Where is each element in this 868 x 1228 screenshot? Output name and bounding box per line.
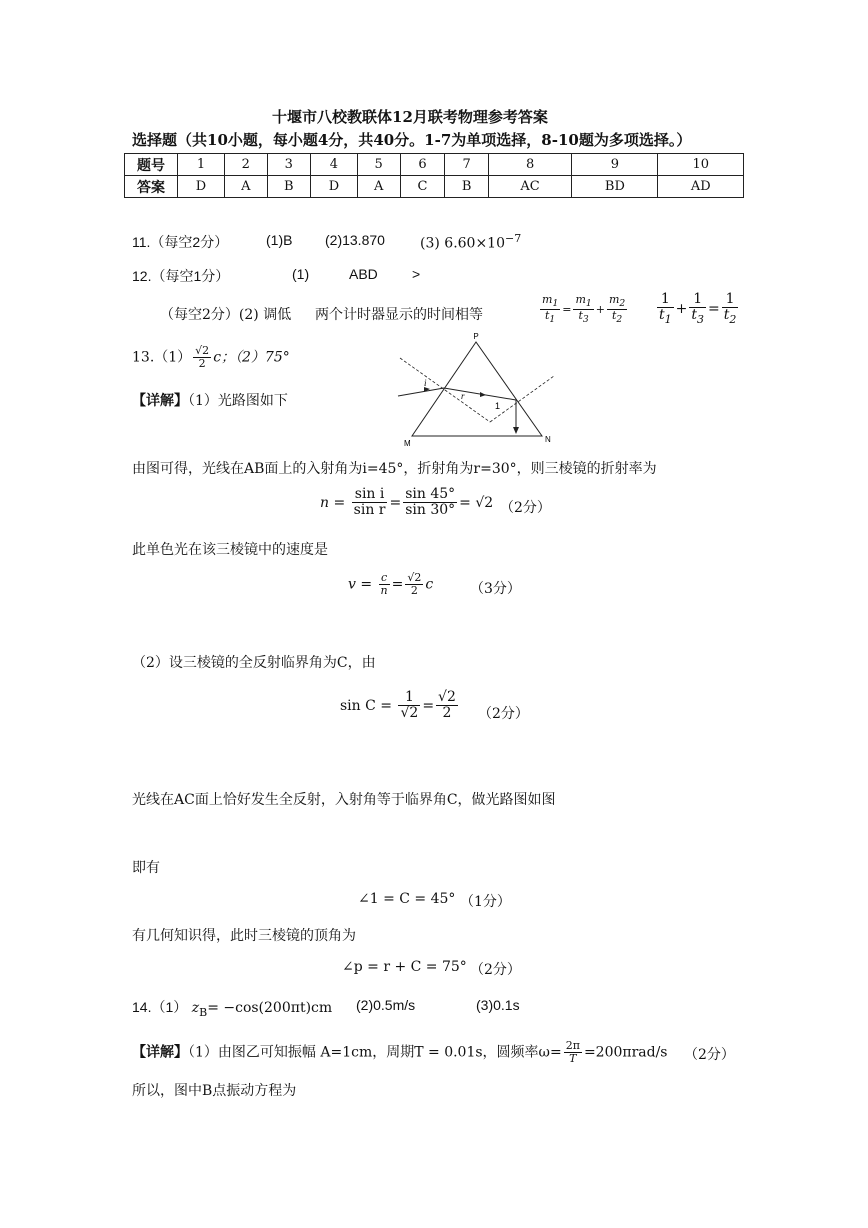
q14-detail (132, 1040, 668, 1065)
q13-score-3: （3分） (470, 581, 521, 597)
q13-score-2b: （2分） (470, 962, 521, 978)
q13-line-f: 有几何知识得，此时三棱镜的顶角为 (132, 928, 356, 944)
table-cell: B (267, 176, 310, 198)
c: c (379, 572, 390, 585)
sqrt2: √2 (195, 344, 210, 357)
q13-eq-n: n = $\frac{\text{sin i}}{\text{sin r}}$ = $\frac{\sin 45^\circ}{\sin 30^\circ}$ = √2 (320, 486, 494, 519)
table-cell: 6 (400, 154, 445, 176)
table-cell: 10 (658, 154, 744, 176)
table-cell: 1 (178, 154, 225, 176)
detail-tail: =200πrad/s (583, 1044, 668, 1061)
detail-text: （1）由图乙可知振幅 A=1cm，周期T = 0.01s，圆频率ω= (188, 1044, 562, 1061)
label-i: i (424, 378, 427, 388)
q13-line-d: 光线在AC面上恰好发生全反射，入射角等于临界角C，做光路图如图 (132, 792, 556, 808)
sqrt2: √2 (400, 705, 419, 722)
q11-answer-3-base: (3) 6.60×10 (420, 235, 505, 252)
section-heading: 选择题（共10小题，每小题4分，共40分。1-7为单项选择，8-10题为多项选择。） (132, 131, 692, 149)
q13-line-e: 即有 (132, 860, 160, 876)
q12-answer-2: > (412, 266, 421, 282)
table-cell: 5 (357, 154, 400, 176)
table-cell: C (400, 176, 445, 198)
table-cell: 9 (572, 154, 658, 176)
q11-answer-3 (420, 232, 521, 252)
two-pi: 2π (565, 1039, 580, 1052)
sub: 1 (664, 313, 672, 327)
sin-r: sin r (353, 502, 386, 519)
sin45: sin 45° (405, 486, 456, 502)
one: 1 (657, 292, 674, 308)
eq-v: v = (348, 576, 373, 593)
m: m (608, 293, 620, 306)
q14-answer-3: (3)0.1s (476, 997, 520, 1013)
q14-answer-2: (2)0.5m/s (356, 997, 416, 1013)
q12-label: 12.（每空1分） (132, 268, 230, 284)
normal-line (490, 376, 554, 422)
table-cell: AD (658, 176, 744, 198)
q13-eq-p: ∠p = r + C = 75° (342, 959, 467, 975)
row-header-answer: 答案 (125, 176, 178, 198)
q14-label: 14.（1） (132, 999, 188, 1015)
table-cell: D (178, 176, 225, 198)
n: n (380, 584, 388, 598)
sin30: sin 30° (405, 502, 456, 519)
q12-line2-text: 两个计时器显示的时间相等 (315, 307, 483, 323)
sin-i: sin i (352, 487, 388, 503)
t: t (723, 307, 730, 324)
incident-ray (398, 388, 444, 396)
sub: 1 (585, 298, 592, 310)
q14-score: （2分） (684, 1047, 735, 1063)
q11-answer-1: (1)B (266, 232, 293, 248)
prism-diagram (394, 330, 564, 448)
q13-answer-tail: c；（2）75° (213, 349, 290, 366)
q13-line-a: 由图可得，光线在AB面上的入射角为i=45°，折射角为r=30°，则三棱镜的折射率为 (132, 461, 657, 477)
table-cell: A (224, 176, 267, 198)
sub: 3 (582, 314, 589, 326)
q12-formula-momentum: $\frac{m_1}{t_1}$ = $\frac{m_1}{t_3}$ + $\frac{m_2}{t_2}$ (542, 293, 626, 326)
q14-line (132, 997, 332, 1019)
q13-score-1: （1分） (460, 894, 511, 910)
q13-eq-angle1: ∠1 = C = 45° (358, 891, 456, 907)
row-header-number: 题号 (125, 154, 178, 176)
q13-score-2-sinc: （2分） (478, 706, 529, 722)
sub: 3 (697, 313, 705, 327)
detail-tag: 【详解】 (132, 393, 188, 409)
normal-line (400, 358, 490, 422)
table-cell: 8 (488, 154, 572, 176)
one: 1 (689, 292, 706, 308)
table-cell: D (310, 176, 357, 198)
page-title: 十堰市八校教联体12月联考物理参考答案 (272, 108, 548, 126)
q12-answer-1: ABD (349, 266, 378, 282)
label-n: N (545, 435, 551, 444)
answer-table (124, 153, 744, 198)
t: t (611, 309, 617, 323)
q13-label (132, 345, 290, 370)
table-cell: 3 (267, 154, 310, 176)
arrow-head (513, 427, 519, 434)
eq-z: z (191, 1000, 200, 1016)
q13-line-c: （2）设三棱镜的全反射临界角为C，由 (132, 655, 376, 671)
sqrt2: √2 (438, 689, 456, 705)
q11-label: 11.（每空2分） (132, 234, 229, 250)
one: 1 (398, 690, 420, 706)
eq-tail: = −cos(200πt)cm (207, 1000, 333, 1016)
q13-eq-v: v = $\frac{c}{n}$ = $\frac{√2}{2}$ c (348, 571, 434, 598)
table-row (125, 176, 744, 198)
sub: 2 (616, 314, 623, 326)
table-cell: 2 (224, 154, 267, 176)
table-cell: BD (572, 176, 658, 198)
label-m: M (404, 439, 411, 448)
label-1: 1 (495, 401, 501, 411)
T: T (569, 1052, 577, 1066)
q13-label-text: 13.（1） (132, 349, 192, 366)
sub: 1 (552, 298, 559, 310)
table-cell: B (445, 176, 488, 198)
table-cell: 7 (445, 154, 488, 176)
m: m (575, 293, 586, 306)
eq-sinc: sin C = (340, 697, 393, 714)
q13-line-b: 此单色光在该三棱镜中的速度是 (132, 542, 328, 558)
q14-line-last: 所以，图中B点振动方程为 (132, 1083, 297, 1099)
q11-answer-3-exp: −7 (505, 232, 522, 245)
eq-n: n = (320, 494, 346, 511)
q13-eq-sinc: sin C = $\frac{1}{√2}$ = $\frac{√2}{2}$ (340, 689, 456, 722)
sqrt2: √2 (407, 571, 422, 584)
t: t (691, 307, 698, 324)
one: 1 (722, 292, 739, 308)
detail-tag: 【详解】 (132, 1044, 188, 1061)
t: t (545, 309, 550, 323)
sub: 1 (549, 314, 556, 326)
prism-triangle (412, 342, 542, 436)
table-cell: 4 (310, 154, 357, 176)
label-p: P (473, 332, 479, 341)
eq-sub: B (199, 1005, 208, 1019)
two: 2 (198, 357, 206, 371)
table-cell: AC (488, 176, 572, 198)
label-r: r (461, 391, 465, 401)
t: t (578, 309, 583, 323)
c: c (425, 576, 434, 593)
t: t (659, 307, 665, 324)
q13-detail (132, 390, 288, 410)
q12-formula-time: $\frac{1}{t_1}$ + $\frac{1}{t_3}$ = $\frac{1}{t_2}$ (659, 291, 737, 327)
q12-answer-1-num: (1) (292, 266, 310, 282)
q12-line2-prefix: （每空2分）(2) 调低 (160, 307, 292, 323)
sub: 2 (619, 298, 626, 310)
table-row (125, 154, 744, 176)
eq-n-tail: = √2 (459, 494, 494, 511)
two: 2 (442, 705, 452, 722)
detail-text: （1）光路图如下 (188, 393, 288, 409)
table-cell: A (357, 176, 400, 198)
sub: 2 (729, 313, 737, 327)
two: 2 (410, 584, 418, 598)
q13-score-2: （2分） (500, 500, 551, 516)
q11-answer-2: (2)13.870 (325, 232, 385, 248)
m: m (542, 293, 553, 306)
